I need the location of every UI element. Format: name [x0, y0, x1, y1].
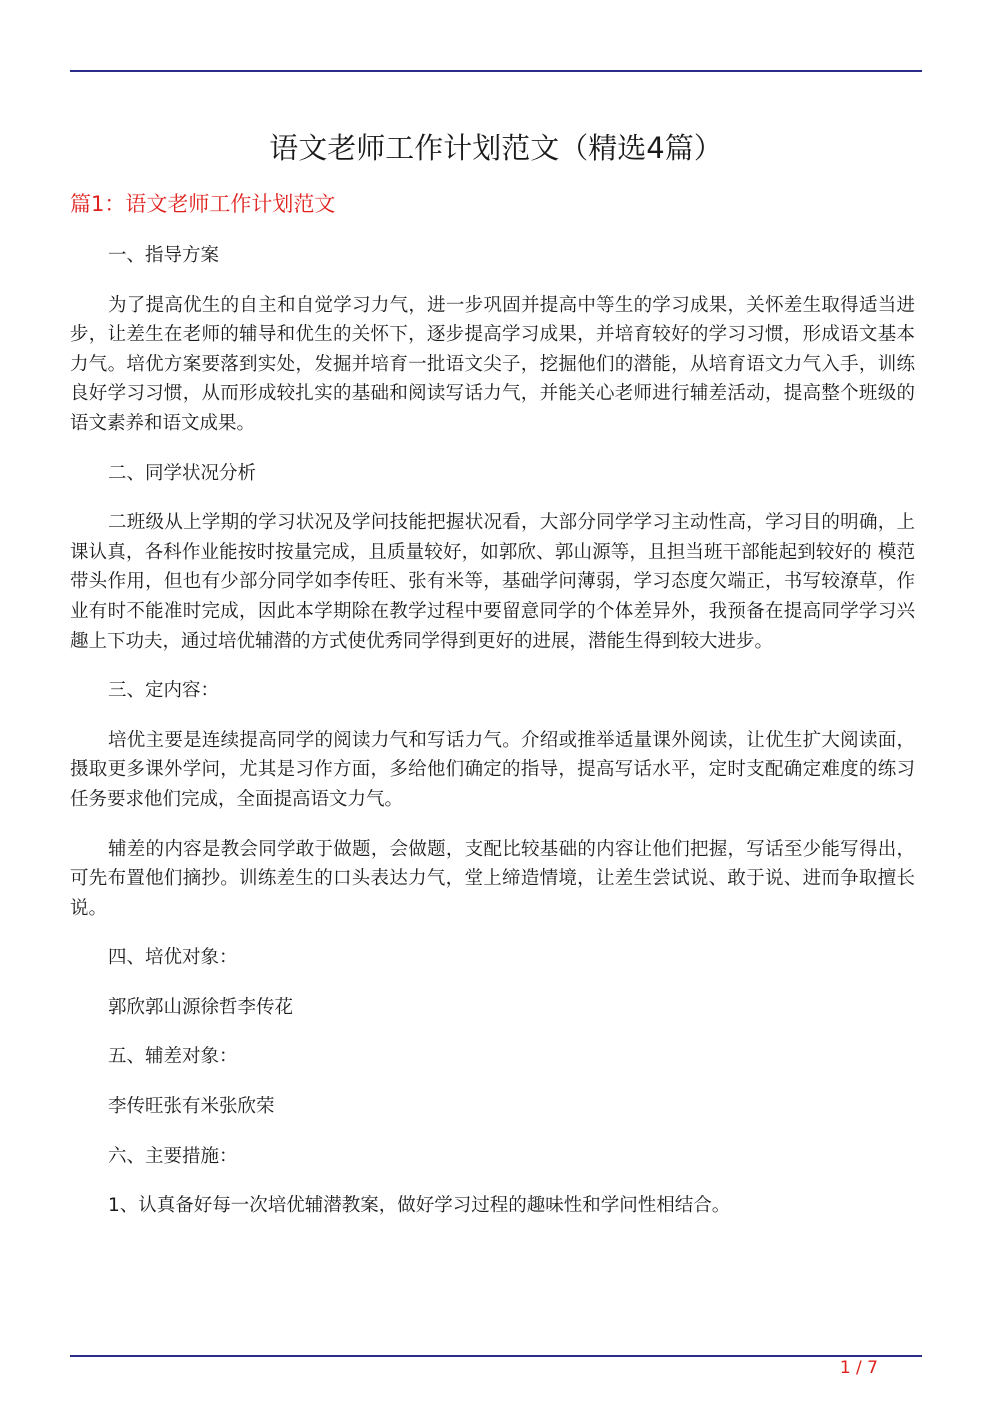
subheading-main-measures: 六、主要措施：	[108, 1145, 238, 1167]
subheading-enrichment-targets: 四、培优对象：	[108, 947, 238, 969]
subheading-guidance-plan: 一、指导方案	[108, 245, 220, 266]
subheading-remedial-targets: 五、辅差对象：	[108, 1046, 238, 1068]
document-body	[70, 241, 915, 1221]
page-number: 1 / 7	[839, 1358, 878, 1378]
subheading-content: 三、定内容：	[108, 680, 220, 702]
paragraph-remedial-content: 辅差的内容是教会同学敢于做题，会做题，支配比较基础的内容让他们把握，写话至少能写得出，可先布置他们摘抄。训练差生的口头表达力气，堂上缔造情境，让差生尝试说、敢于说、进而争取擅长说。	[70, 838, 915, 919]
remedial-targets-list: 李传旺张有米张欣荣	[108, 1096, 275, 1118]
subheading-student-analysis: 二、同学状况分析	[108, 462, 257, 484]
header-rule	[70, 70, 922, 72]
measure-item-1: 1、认真备好每一次培优辅潜教案，做好学习过程的趣味性和学问性相结合。	[108, 1195, 731, 1217]
paragraph-guidance-plan: 为了提高优生的自主和自觉学习力气，进一步巩固并提高中等生的学习成果，关怀差生取得适当进步，让差生在老师的辅导和优生的关怀下，逐步提高学习成果，并培育较好的学习习惯，形成语文基本力气。培优方案要落到实处，发掘并培育一批语文尖子，挖掘他们的潜能，从培育语文力气入手，训练良好学习习惯，从而形成较扎实的基础和阅读写话力气，并能关心老师进行辅差活动，提高整个班级的语文素养和语文成果。	[70, 294, 915, 434]
enrichment-targets-list: 郭欣郭山源徐哲李传花	[108, 996, 294, 1018]
paragraph-student-analysis: 二班级从上学期的学习状况及学问技能把握状况看，大部分同学学习主动性高，学习目的明确，上课认真，各科作业能按时按量完成，且质量较好，如郭欣、郭山源等，且担当班干部能起到较好的 模范带头作用，但也有少部分同学如李传旺、张有米等，基础学问薄弱，学习态度欠端正，书写较潦草，作业有时不能准时完成，因此本学期除在教学过程中要留意同学的个体差异外，我预备在提高同学学习兴趣上下功夫，通过培优辅潜的方式使优秀同学得到更好的进展，潜能生得到较大进步。	[70, 512, 915, 652]
section-heading: 篇1：语文老师工作计划范文	[70, 192, 336, 216]
paragraph-enrichment-content: 培优主要是连续提高同学的阅读力气和写话力气。介绍或推举适量课外阅读，让优生扩大阅读面，摄取更多课外学问，尤其是习作方面，多给他们确定的指导，提高写话水平，定时支配确定难度的练习任务要求他们完成，全面提高语文力气。	[70, 729, 915, 810]
document-title: 语文老师工作计划范文（精选4篇）	[269, 131, 723, 165]
footer-rule	[70, 1355, 922, 1357]
